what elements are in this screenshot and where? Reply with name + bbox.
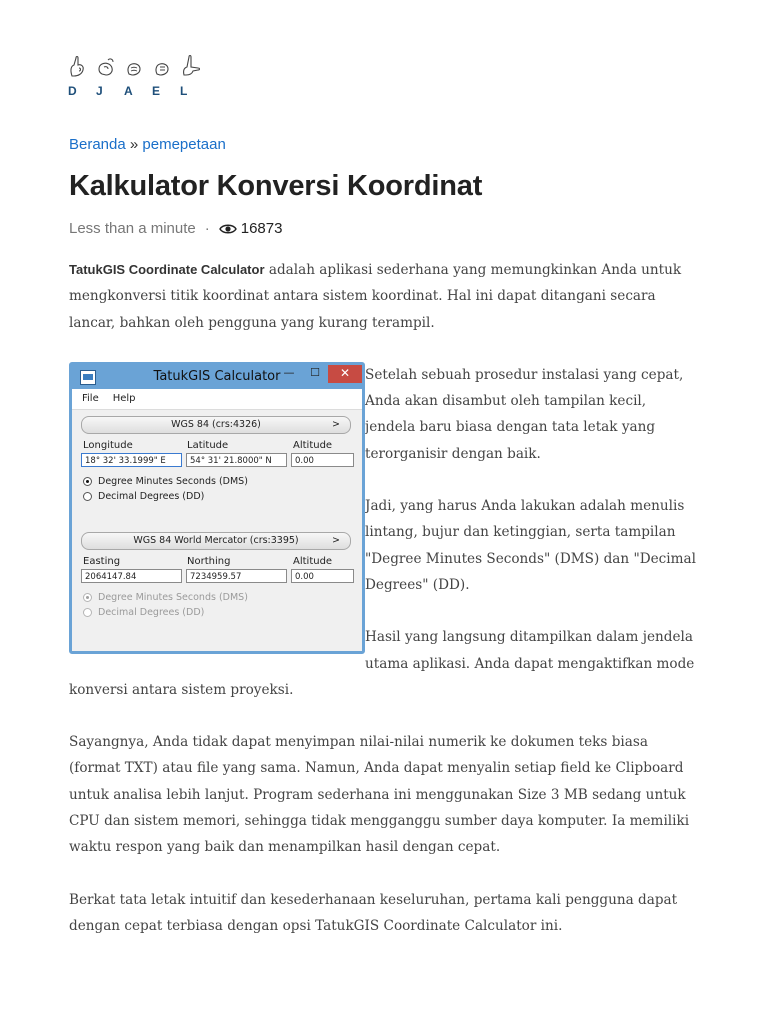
- menu-help[interactable]: Help: [112, 393, 136, 405]
- longitude-input[interactable]: 18° 32' 33.1999" E: [81, 453, 182, 467]
- page-title: Kalkulator Konversi Koordinat: [69, 170, 483, 202]
- logo-wordmark: [68, 84, 208, 98]
- read-time: Less than a minute: [69, 220, 196, 237]
- menu-bar: [72, 389, 362, 410]
- paragraph-text: adalah aplikasi sederhana yang memungkinkan Anda untuk mengkonversi titik koordinat antara sistem koordinat. Hal ini dapat ditangani secara lancar, bahkan oleh pengguna yang kurang terampil.: [69, 262, 682, 331]
- post-meta: [69, 220, 282, 237]
- logo-letter: J: [96, 84, 103, 98]
- hand-sign-e-icon: [152, 54, 174, 78]
- tatukgis-window: [69, 362, 365, 654]
- easting-input[interactable]: 2064147.84: [81, 569, 182, 583]
- article-paragraph: Jadi, yang harus Anda lakukan adalah menulis lintang, bujur dan ketinggian, serta tampilan "Degree Minutes Seconds" (DMS) dan "Decimal Degrees" (DD).: [365, 498, 696, 593]
- radio-button: [83, 593, 92, 602]
- minimize-icon[interactable]: —: [283, 365, 295, 379]
- target-crs-label: WGS 84 World Mercator (crs:3395): [133, 534, 299, 546]
- logo-letter: E: [152, 84, 161, 98]
- northing-input[interactable]: 7234959.57: [186, 569, 287, 583]
- eye-icon: [219, 223, 237, 235]
- article-paragraph: Berkat tata letak intuitif dan kesederhanaan keseluruhan, pertama kali pengguna dapat dengan cepat terbiasa dengan opsi TatukGIS Coordinate Calculator ini.: [69, 891, 678, 934]
- hand-sign-l-icon: [180, 54, 202, 78]
- source-radio-dd[interactable]: [83, 491, 204, 502]
- logo-letter: A: [124, 84, 133, 98]
- radio-label: Degree Minutes Seconds (DMS): [98, 591, 248, 603]
- menu-file[interactable]: File: [82, 393, 99, 405]
- window-title: TatukGIS Calculator: [153, 368, 281, 384]
- altitude-input[interactable]: 0.00: [291, 453, 354, 467]
- close-icon[interactable]: ✕: [328, 365, 362, 383]
- logo-hand-signs: [68, 50, 208, 78]
- source-radio-dms[interactable]: [83, 476, 248, 487]
- article-paragraph: Setelah sebuah prosedur instalasi yang cepat, Anda akan disambut oleh tampilan kecil, jendela baru biasa dengan tata letak yang terorganisir dengan baik.: [365, 366, 684, 462]
- source-crs-button[interactable]: [81, 416, 351, 434]
- chevron-right-icon: >: [332, 418, 340, 430]
- radio-label: Decimal Degrees (DD): [98, 490, 205, 502]
- hand-sign-a-icon: [124, 54, 146, 78]
- latitude-input[interactable]: 54° 31' 21.8000" N: [186, 453, 287, 467]
- altitude-label: Altitude: [293, 439, 333, 451]
- site-logo[interactable]: [68, 50, 208, 100]
- radio-label: Degree Minutes Seconds (DMS): [98, 475, 248, 487]
- app-screenshot: [69, 362, 365, 654]
- breadcrumb-category-link[interactable]: pemepetaan: [142, 136, 226, 153]
- radio-button: [83, 608, 92, 617]
- target-radio-dd: [83, 607, 204, 618]
- logo-letter: D: [68, 84, 77, 98]
- northing-label: Northing: [187, 555, 231, 567]
- article-body: [69, 257, 699, 939]
- longitude-label: Longitude: [83, 439, 133, 451]
- view-count: 16873: [240, 220, 283, 237]
- altitude-input[interactable]: 0.00: [291, 569, 354, 583]
- altitude-label: Altitude: [293, 555, 333, 567]
- breadcrumb-home-link[interactable]: Beranda: [69, 136, 126, 153]
- breadcrumb: [69, 136, 226, 153]
- app-name-bold: TatukGIS Coordinate Calculator: [69, 262, 265, 277]
- easting-label: Easting: [83, 555, 121, 567]
- article-paragraph: Hasil yang langsung ditampilkan dalam jendela utama aplikasi. Anda dapat mengaktifkan mode konversi antara sistem proyeksi.: [69, 629, 695, 698]
- radio-label: Decimal Degrees (DD): [98, 606, 205, 618]
- target-radio-dms: [83, 592, 248, 603]
- target-crs-button[interactable]: [81, 532, 351, 550]
- article-paragraph: [69, 257, 699, 336]
- radio-button[interactable]: [83, 477, 92, 486]
- window-titlebar[interactable]: [72, 365, 362, 389]
- chevron-right-icon: >: [332, 534, 340, 546]
- source-crs-label: WGS 84 (crs:4326): [171, 418, 261, 430]
- radio-button[interactable]: [83, 492, 92, 501]
- hand-sign-d-icon: [68, 54, 90, 78]
- logo-letter: L: [180, 84, 188, 98]
- maximize-icon[interactable]: ☐: [310, 365, 320, 379]
- hand-sign-j-icon: [96, 54, 118, 78]
- meta-separator: ·: [204, 220, 210, 237]
- latitude-label: Latitude: [187, 439, 229, 451]
- article-paragraph: Sayangnya, Anda tidak dapat menyimpan nilai-nilai numerik ke dokumen teks biasa (format TXT) atau file yang sama. Namun, Anda dapat menyalin setiap field ke Clipboard untuk analisa lebih lanjut. Program sederhana ini menggunakan Size 3 MB sedang untuk CPU dan sistem memori, sehingga tidak mengganggu sumber daya komputer. Ia memiliki waktu respon yang baik dan menampilkan hasil dengan cepat.: [69, 734, 690, 856]
- breadcrumb-separator: »: [129, 136, 139, 153]
